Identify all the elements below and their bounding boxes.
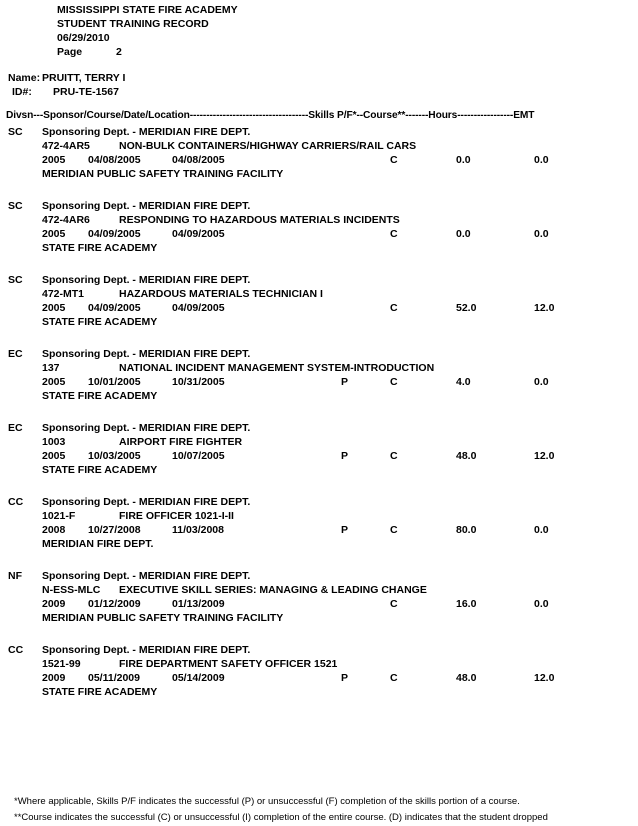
sponsoring-dept: Sponsoring Dept. - MERIDIAN FIRE DEPT. — [42, 348, 251, 360]
end-date: 11/03/2008 — [172, 524, 224, 536]
course-hours: 80.0 — [456, 524, 477, 536]
course-title: RESPONDING TO HAZARDOUS MATERIALS INCIDENTS — [119, 214, 400, 226]
course-code: 1003 — [42, 436, 66, 448]
end-date: 04/09/2005 — [172, 228, 225, 240]
course-location: STATE FIRE ACADEMY — [42, 390, 158, 402]
course-status: C — [390, 450, 398, 462]
course-year: 2005 — [42, 228, 66, 240]
sponsoring-dept: Sponsoring Dept. - MERIDIAN FIRE DEPT. — [42, 200, 251, 212]
course-location: MERIDIAN PUBLIC SAFETY TRAINING FACILITY — [42, 612, 284, 624]
skills-pf: P — [341, 524, 349, 536]
course-code: 472-MT1 — [42, 288, 85, 300]
course-record — [0, 200, 638, 270]
course-year: 2005 — [42, 154, 66, 166]
course-year: 2005 — [42, 376, 66, 388]
course-year: 2005 — [42, 302, 66, 314]
course-code: 137 — [42, 362, 60, 374]
end-date: 05/14/2009 — [172, 672, 225, 684]
course-record — [0, 274, 638, 344]
course-status: C — [390, 228, 398, 240]
course-title: NON-BULK CONTAINERS/HIGHWAY CARRIERS/RAIL CARS — [119, 140, 417, 152]
sponsoring-dept: Sponsoring Dept. - MERIDIAN FIRE DEPT. — [42, 644, 251, 656]
name-label: Name: — [8, 72, 41, 84]
course-record — [0, 422, 638, 492]
course-title: HAZARDOUS MATERIALS TECHNICIAN I — [119, 288, 323, 300]
course-title: NATIONAL INCIDENT MANAGEMENT SYSTEM-INTRODUCTION — [119, 362, 435, 374]
start-date: 10/01/2005 — [88, 376, 141, 388]
skills-pf: P — [341, 450, 349, 462]
course-title: FIRE DEPARTMENT SAFETY OFFICER 1521 — [119, 658, 338, 670]
student-name: PRUITT, TERRY I — [42, 72, 126, 84]
course-title: AIRPORT FIRE FIGHTER — [119, 436, 243, 448]
start-date: 05/11/2009 — [88, 672, 140, 684]
emt-hours: 12.0 — [534, 672, 555, 684]
start-date: 10/27/2008 — [88, 524, 141, 536]
page-number: 2 — [116, 46, 122, 58]
division-code: SC — [8, 200, 23, 212]
skills-pf: P — [341, 672, 349, 684]
course-location: STATE FIRE ACADEMY — [42, 464, 158, 476]
end-date: 04/09/2005 — [172, 302, 225, 314]
academy-name: MISSISSIPPI STATE FIRE ACADEMY — [57, 4, 238, 16]
start-date: 04/09/2005 — [88, 228, 141, 240]
course-year: 2005 — [42, 450, 66, 462]
course-record — [0, 496, 638, 566]
division-code: SC — [8, 126, 23, 138]
emt-hours: 12.0 — [534, 450, 555, 462]
sponsoring-dept: Sponsoring Dept. - MERIDIAN FIRE DEPT. — [42, 422, 251, 434]
course-status: C — [390, 598, 398, 610]
column-header: Divsn---Sponsor/Course/Date/Location------------------------------------Skills P/F*--Course**-------Hours-----------------EMT — [6, 110, 535, 121]
id-label: ID#: — [12, 86, 32, 98]
student-id: PRU-TE-1567 — [53, 86, 119, 98]
division-code: CC — [8, 496, 24, 508]
sponsoring-dept: Sponsoring Dept. - MERIDIAN FIRE DEPT. — [42, 496, 251, 508]
emt-hours: 0.0 — [534, 376, 549, 388]
emt-hours: 0.0 — [534, 228, 549, 240]
course-hours: 0.0 — [456, 228, 471, 240]
footnote-skills: *Where applicable, Skills P/F indicates the successful (P) or unsuccessful (F) completion of the skills portion of a course. — [14, 796, 520, 807]
division-code: SC — [8, 274, 23, 286]
course-hours: 16.0 — [456, 598, 477, 610]
end-date: 01/13/2009 — [172, 598, 225, 610]
page-label: Page — [57, 46, 83, 58]
course-location: STATE FIRE ACADEMY — [42, 686, 158, 698]
start-date: 04/09/2005 — [88, 302, 141, 314]
record-title: STUDENT TRAINING RECORD — [57, 18, 209, 30]
course-status: C — [390, 302, 398, 314]
course-record — [0, 348, 638, 418]
course-record — [0, 570, 638, 640]
end-date: 10/07/2005 — [172, 450, 225, 462]
course-location: MERIDIAN PUBLIC SAFETY TRAINING FACILITY — [42, 168, 284, 180]
start-date: 01/12/2009 — [88, 598, 141, 610]
emt-hours: 0.0 — [534, 598, 549, 610]
emt-hours: 0.0 — [534, 524, 549, 536]
end-date: 04/08/2005 — [172, 154, 225, 166]
course-status: C — [390, 672, 398, 684]
course-year: 2009 — [42, 598, 66, 610]
course-title: EXECUTIVE SKILL SERIES: MANAGING & LEADING CHANGE — [119, 584, 427, 596]
course-hours: 48.0 — [456, 450, 477, 462]
course-code: 472-4AR5 — [42, 140, 90, 152]
sponsoring-dept: Sponsoring Dept. - MERIDIAN FIRE DEPT. — [42, 570, 251, 582]
start-date: 10/03/2005 — [88, 450, 141, 462]
division-code: EC — [8, 422, 23, 434]
start-date: 04/08/2005 — [88, 154, 141, 166]
emt-hours: 12.0 — [534, 302, 555, 314]
skills-pf: P — [341, 376, 349, 388]
course-code: 1021-F — [42, 510, 76, 522]
emt-hours: 0.0 — [534, 154, 549, 166]
course-status: C — [390, 376, 398, 388]
course-location: STATE FIRE ACADEMY — [42, 316, 158, 328]
course-status: C — [390, 154, 398, 166]
division-code: CC — [8, 644, 24, 656]
course-record — [0, 126, 638, 196]
course-year: 2009 — [42, 672, 66, 684]
course-hours: 0.0 — [456, 154, 471, 166]
course-code: 1521-99 — [42, 658, 81, 670]
end-date: 10/31/2005 — [172, 376, 225, 388]
course-status: C — [390, 524, 398, 536]
course-hours: 4.0 — [456, 376, 471, 388]
course-record — [0, 644, 638, 714]
sponsoring-dept: Sponsoring Dept. - MERIDIAN FIRE DEPT. — [42, 274, 251, 286]
course-location: STATE FIRE ACADEMY — [42, 242, 158, 254]
course-location: MERIDIAN FIRE DEPT. — [42, 538, 154, 550]
division-code: EC — [8, 348, 23, 360]
course-code: N-ESS-MLC — [42, 584, 101, 596]
course-title: FIRE OFFICER 1021-I-II — [119, 510, 234, 522]
course-hours: 48.0 — [456, 672, 477, 684]
sponsoring-dept: Sponsoring Dept. - MERIDIAN FIRE DEPT. — [42, 126, 251, 138]
footnote-course: **Course indicates the successful (C) or unsuccessful (I) completion of the entire course. (D) indicates that the student dropped — [14, 812, 548, 823]
course-code: 472-4AR6 — [42, 214, 90, 226]
course-year: 2008 — [42, 524, 66, 536]
division-code: NF — [8, 570, 22, 582]
course-hours: 52.0 — [456, 302, 477, 314]
report-date: 06/29/2010 — [57, 32, 110, 44]
